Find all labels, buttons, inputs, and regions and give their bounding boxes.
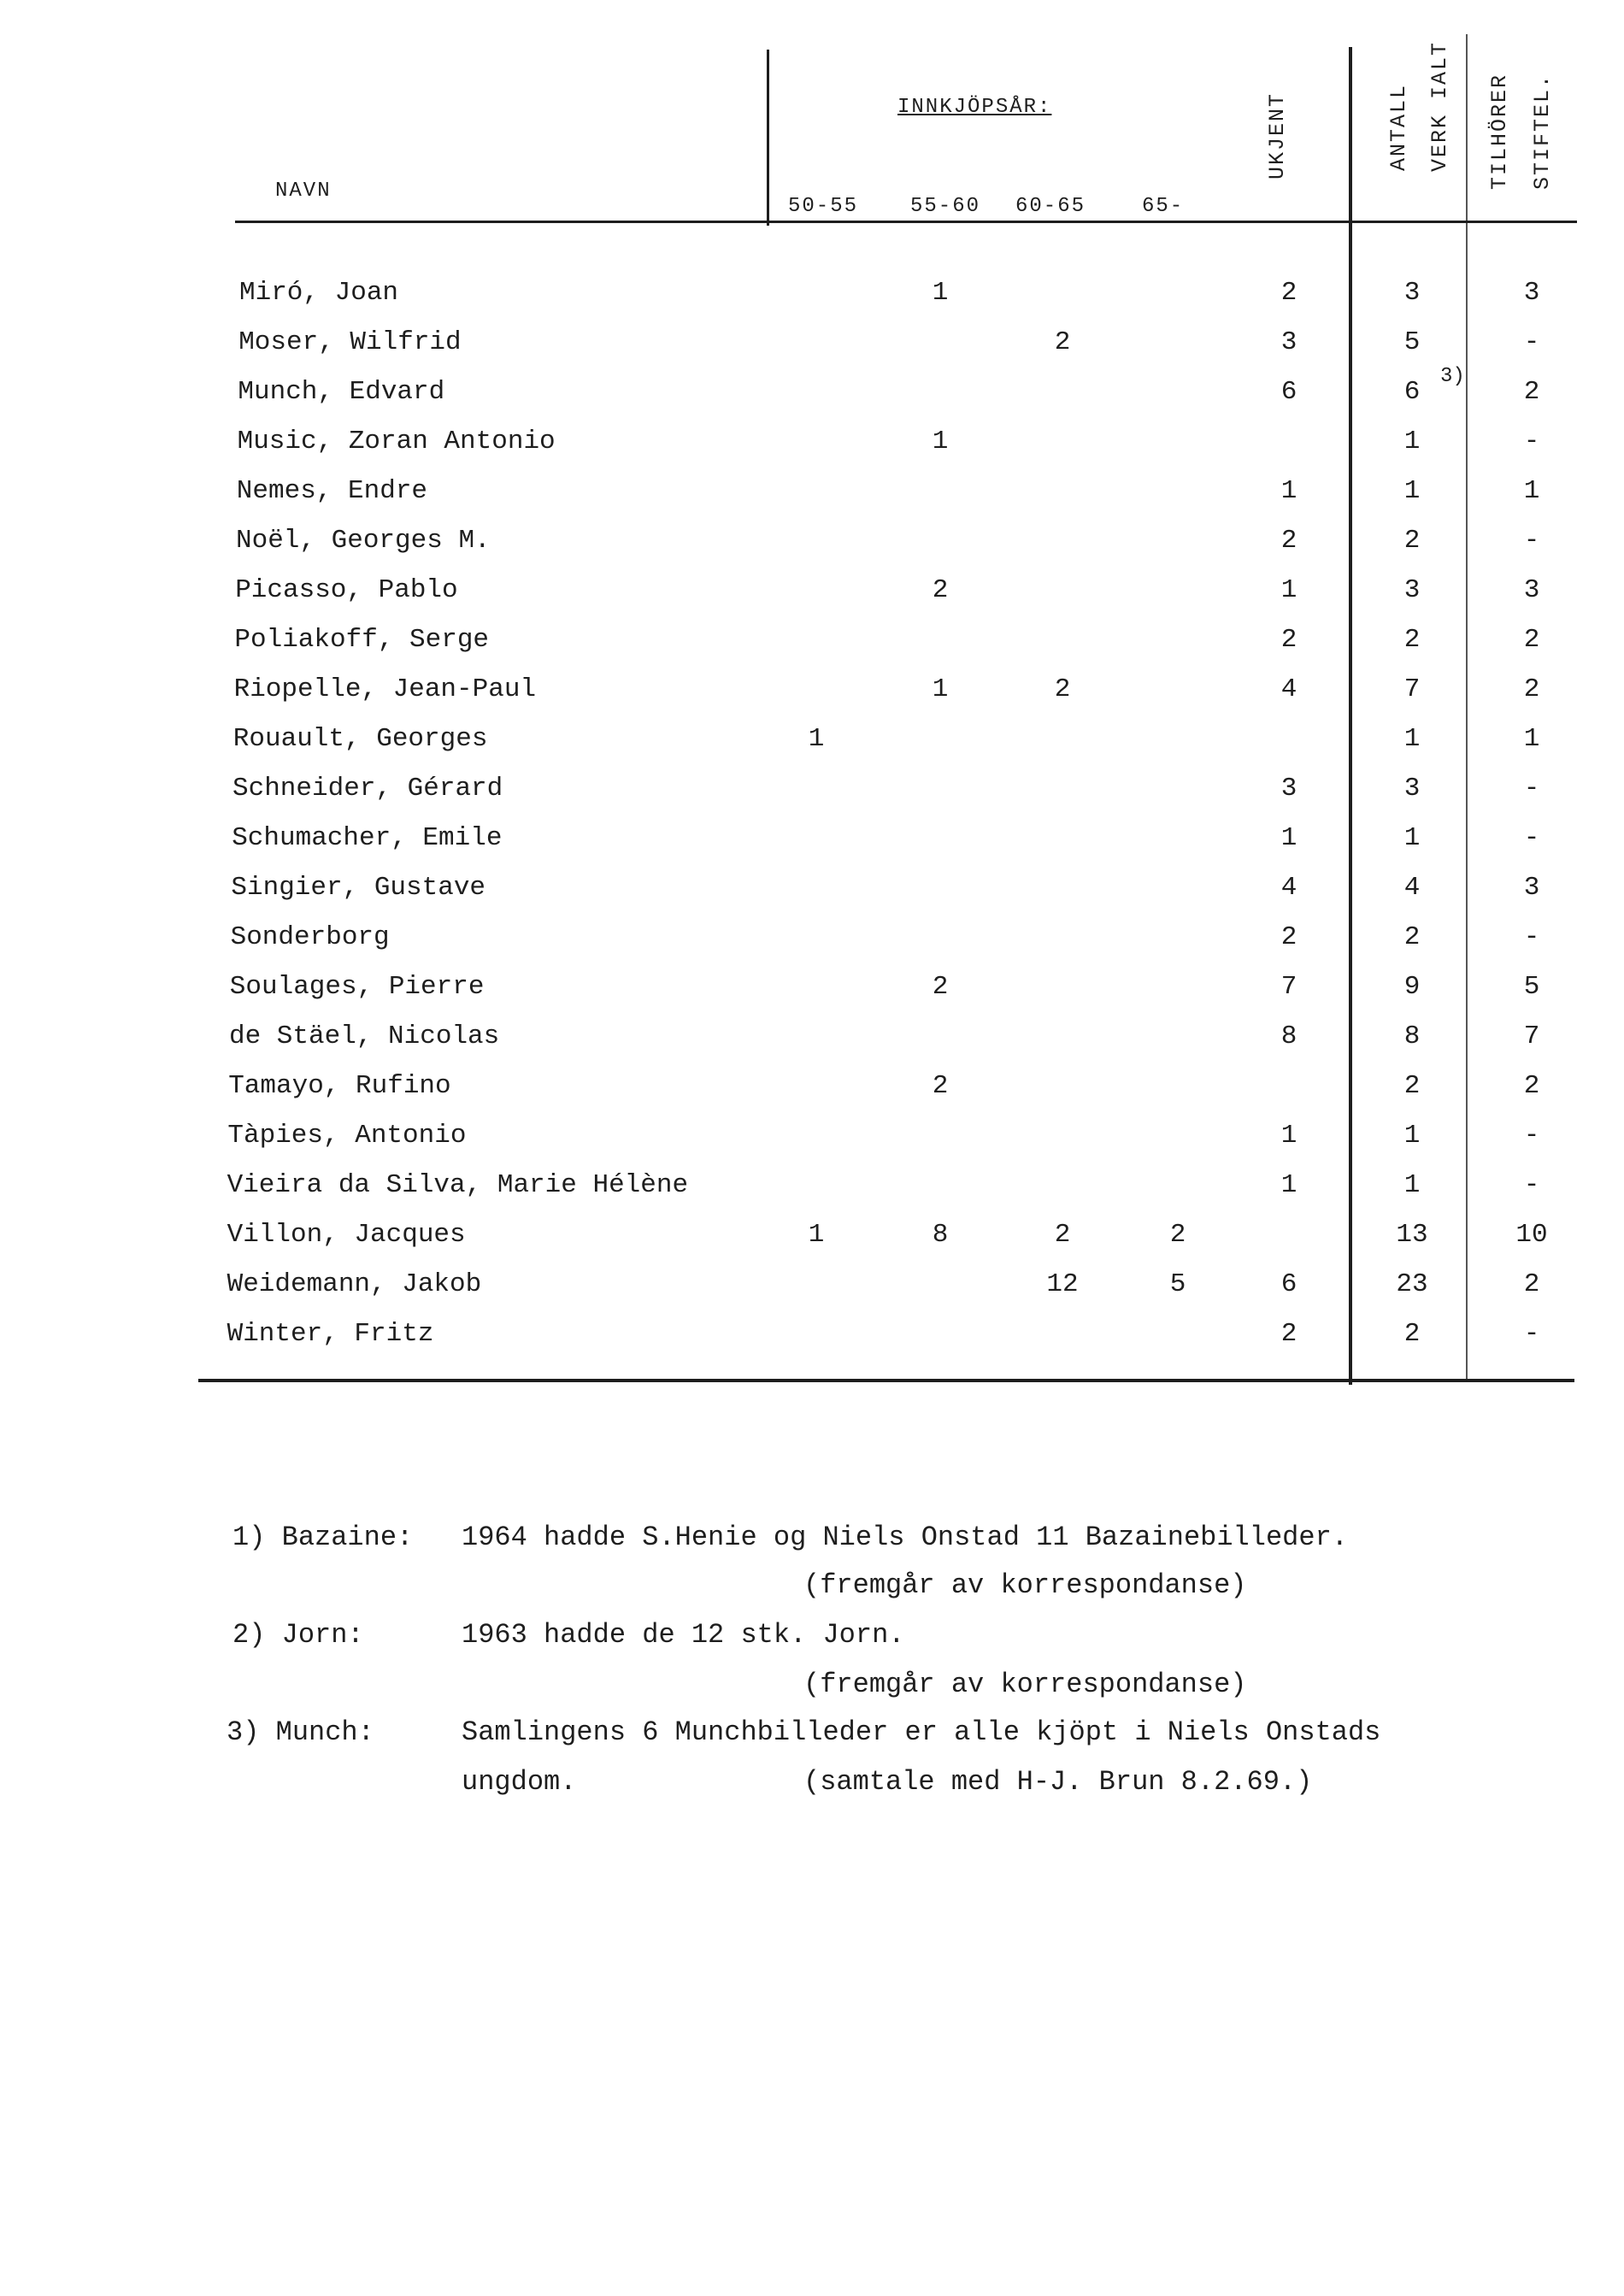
cell-antall: 1 bbox=[1403, 476, 1421, 506]
cell-ukjent: 1 bbox=[1280, 575, 1297, 605]
cell-ukjent: 4 bbox=[1280, 873, 1297, 903]
cell-ukjent: 2 bbox=[1280, 1319, 1297, 1349]
artist-name: Poliakoff, Serge bbox=[234, 625, 490, 655]
artist-name: Rouault, Georges bbox=[232, 724, 488, 754]
header-tilhorer-line1: TILHÖRER bbox=[1487, 74, 1512, 191]
cell-antall: 23 bbox=[1396, 1269, 1428, 1299]
table-row bbox=[0, 774, 1624, 823]
cell-tilhorer: - bbox=[1523, 526, 1540, 556]
header-innkjopsar: INNKJÖPSÅR: bbox=[897, 96, 1052, 119]
table-row bbox=[0, 1071, 1624, 1121]
cell-tilhorer: - bbox=[1523, 922, 1540, 952]
cell-65: 5 bbox=[1169, 1269, 1186, 1299]
table-row bbox=[0, 365, 1624, 427]
cell-tilhorer: 3 bbox=[1523, 278, 1540, 308]
artist-name: Vieira da Silva, Marie Hélène bbox=[227, 1170, 689, 1200]
note-1-line1: 1964 hadde S.Henie og Niels Onstad 11 Bazainebilleder. bbox=[462, 1522, 1348, 1553]
cell-antall: 3 bbox=[1403, 575, 1421, 605]
cell-60-65: 2 bbox=[1054, 327, 1071, 357]
artist-name: Noël, Georges M. bbox=[236, 526, 491, 556]
table-row bbox=[0, 674, 1624, 724]
cell-antall: 6 bbox=[1403, 377, 1421, 407]
table-row bbox=[0, 1269, 1624, 1319]
cell-antall: 7 bbox=[1403, 674, 1421, 704]
artist-name: Winter, Fritz bbox=[227, 1319, 434, 1349]
header-period-50-55: 50-55 bbox=[788, 195, 859, 218]
cell-55-60: 2 bbox=[932, 1071, 949, 1101]
table-row bbox=[0, 625, 1624, 674]
artist-name: Schumacher, Emile bbox=[232, 823, 503, 853]
cell-ukjent: 1 bbox=[1280, 476, 1297, 506]
cell-50-55: 1 bbox=[808, 724, 825, 754]
cell-tilhorer: - bbox=[1523, 823, 1540, 853]
table-row bbox=[0, 327, 1624, 377]
header-antall-line1: ANTALL bbox=[1386, 84, 1411, 172]
cell-tilhorer: 2 bbox=[1523, 674, 1540, 704]
cell-tilhorer: 1 bbox=[1523, 724, 1540, 754]
artist-name: Soulages, Pierre bbox=[229, 972, 485, 1002]
cell-tilhorer: 10 bbox=[1515, 1220, 1548, 1250]
cell-antall: 4 bbox=[1403, 873, 1421, 903]
note-2-label: 2) Jorn: bbox=[232, 1619, 364, 1651]
cell-tilhorer: 3 bbox=[1523, 575, 1540, 605]
cell-antall: 1 bbox=[1403, 724, 1421, 754]
cell-antall: 13 bbox=[1396, 1220, 1428, 1250]
artist-name: Nemes, Endre bbox=[236, 476, 428, 506]
cell-ukjent: 1 bbox=[1280, 1170, 1297, 1200]
artist-name: Tàpies, Antonio bbox=[227, 1121, 467, 1151]
cell-55-60: 1 bbox=[932, 427, 949, 456]
note-3-label: 3) Munch: bbox=[227, 1716, 374, 1748]
cell-tilhorer: - bbox=[1523, 1170, 1540, 1200]
header-period-55-60: 55-60 bbox=[910, 195, 981, 218]
bottom-rule bbox=[198, 1379, 1574, 1382]
header-period-65: 65- bbox=[1142, 195, 1185, 218]
artist-name: Schneider, Gérard bbox=[232, 774, 503, 804]
artist-name: Picasso, Pablo bbox=[235, 575, 458, 605]
cell-55-60: 2 bbox=[932, 972, 949, 1002]
artist-name: Tamayo, Rufino bbox=[228, 1071, 451, 1101]
cell-tilhorer: 5 bbox=[1523, 972, 1540, 1002]
cell-ukjent: 2 bbox=[1280, 922, 1297, 952]
cell-tilhorer: 1 bbox=[1523, 476, 1540, 506]
cell-antall: 1 bbox=[1403, 427, 1421, 456]
note-1-line2: (fremgår av korrespondanse) bbox=[803, 1569, 1247, 1601]
artist-name: Moser, Wilfrid bbox=[238, 327, 462, 357]
cell-antall: 1 bbox=[1403, 823, 1421, 853]
cell-antall: 2 bbox=[1403, 625, 1421, 655]
cell-65: 2 bbox=[1169, 1220, 1186, 1250]
cell-ukjent: 8 bbox=[1280, 1021, 1297, 1051]
cell-60-65: 2 bbox=[1054, 674, 1071, 704]
artist-name: Villon, Jacques bbox=[227, 1220, 466, 1250]
cell-ukjent: 1 bbox=[1280, 1121, 1297, 1151]
cell-ukjent: 6 bbox=[1280, 377, 1297, 407]
table-row bbox=[0, 575, 1624, 625]
cell-tilhorer: - bbox=[1523, 1319, 1540, 1349]
note-1-label: 1) Bazaine: bbox=[232, 1522, 414, 1553]
note-3-line2a: ungdom. bbox=[462, 1766, 577, 1798]
cell-antall: 2 bbox=[1403, 1319, 1421, 1349]
header-navn: NAVN bbox=[275, 180, 332, 203]
rule-left-of-periods bbox=[767, 50, 769, 226]
cell-50-55: 1 bbox=[808, 1220, 825, 1250]
table-row bbox=[0, 823, 1624, 873]
cell-tilhorer: 2 bbox=[1523, 1071, 1540, 1101]
header-antall-line2: VERK IALT bbox=[1427, 41, 1452, 173]
header-period-60-65: 60-65 bbox=[1015, 195, 1086, 218]
cell-antall: 3 bbox=[1403, 278, 1421, 308]
cell-antall: 9 bbox=[1403, 972, 1421, 1002]
table-row bbox=[0, 278, 1624, 327]
cell-antall: 5 bbox=[1403, 327, 1421, 357]
table-row bbox=[0, 972, 1624, 1021]
cell-55-60: 1 bbox=[932, 674, 949, 704]
table-row bbox=[0, 427, 1624, 476]
header-ukjent: UKJENT bbox=[1265, 92, 1290, 180]
cell-tilhorer: 2 bbox=[1523, 625, 1540, 655]
cell-tilhorer: - bbox=[1523, 774, 1540, 804]
cell-55-60: 2 bbox=[932, 575, 949, 605]
cell-ukjent: 2 bbox=[1280, 278, 1297, 308]
note-3-line1: Samlingens 6 Munchbilleder er alle kjöpt i Niels Onstads bbox=[462, 1716, 1381, 1748]
table-row bbox=[0, 526, 1624, 575]
artist-name: Miró, Joan bbox=[239, 278, 399, 308]
footnote-marker: 3) bbox=[1440, 365, 1465, 388]
note-3-line2b: (samtale med H-J. Brun 8.2.69.) bbox=[803, 1766, 1313, 1798]
cell-antall: 3 bbox=[1403, 774, 1421, 804]
table-row bbox=[0, 724, 1624, 774]
cell-ukjent: 7 bbox=[1280, 972, 1297, 1002]
cell-tilhorer: - bbox=[1523, 427, 1540, 456]
cell-antall: 8 bbox=[1403, 1021, 1421, 1051]
cell-ukjent: 3 bbox=[1280, 774, 1297, 804]
note-2-line1: 1963 hadde de 12 stk. Jorn. bbox=[462, 1619, 905, 1651]
cell-antall: 1 bbox=[1403, 1170, 1421, 1200]
table-row bbox=[0, 1121, 1624, 1170]
cell-60-65: 2 bbox=[1054, 1220, 1071, 1250]
cell-tilhorer: 2 bbox=[1523, 1269, 1540, 1299]
cell-55-60: 1 bbox=[932, 278, 949, 308]
cell-55-60: 8 bbox=[932, 1220, 949, 1250]
cell-antall: 1 bbox=[1403, 1121, 1421, 1151]
cell-ukjent: 4 bbox=[1280, 674, 1297, 704]
table-row bbox=[0, 922, 1624, 972]
artist-name: de Stäel, Nicolas bbox=[229, 1021, 500, 1051]
cell-tilhorer: 7 bbox=[1523, 1021, 1540, 1051]
artist-name: Music, Zoran Antonio bbox=[237, 427, 556, 456]
table-row bbox=[0, 1220, 1624, 1269]
cell-antall: 2 bbox=[1403, 922, 1421, 952]
cell-60-65: 12 bbox=[1046, 1269, 1079, 1299]
cell-tilhorer: 3 bbox=[1523, 873, 1540, 903]
header-tilhorer-line2: STIFTEL. bbox=[1530, 74, 1555, 191]
cell-ukjent: 1 bbox=[1280, 823, 1297, 853]
artist-name: Munch, Edvard bbox=[238, 377, 445, 407]
note-2-line2: (fremgår av korrespondanse) bbox=[803, 1669, 1247, 1700]
cell-antall: 2 bbox=[1403, 526, 1421, 556]
cell-ukjent: 2 bbox=[1280, 526, 1297, 556]
artist-name: Sonderborg bbox=[230, 922, 390, 952]
cell-tilhorer: - bbox=[1523, 327, 1540, 357]
table-row bbox=[0, 873, 1624, 922]
table-row bbox=[0, 1170, 1624, 1220]
cell-antall: 2 bbox=[1403, 1071, 1421, 1101]
cell-ukjent: 3 bbox=[1280, 327, 1297, 357]
header-rule bbox=[235, 221, 1577, 223]
artist-name: Weidemann, Jakob bbox=[227, 1269, 482, 1299]
table-row bbox=[0, 1021, 1624, 1071]
artist-name: Singier, Gustave bbox=[231, 873, 486, 903]
cell-ukjent: 2 bbox=[1280, 625, 1297, 655]
table-row bbox=[0, 476, 1624, 526]
cell-tilhorer: - bbox=[1523, 1121, 1540, 1151]
cell-ukjent: 6 bbox=[1280, 1269, 1297, 1299]
artist-name: Riopelle, Jean-Paul bbox=[233, 674, 537, 704]
table-row bbox=[0, 1319, 1624, 1369]
cell-tilhorer: 2 bbox=[1523, 377, 1540, 407]
